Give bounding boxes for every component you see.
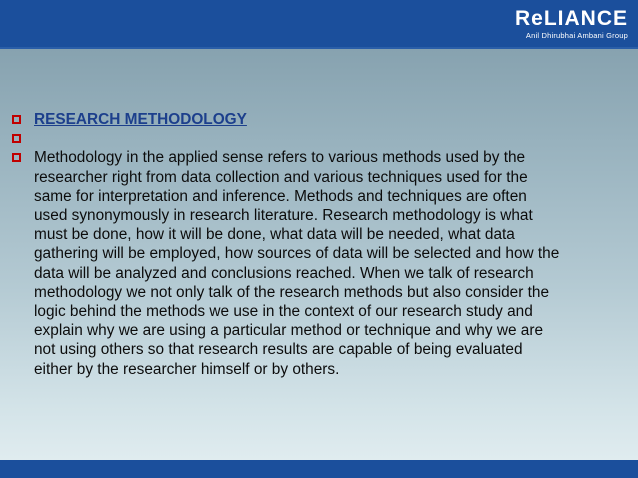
footer-bar bbox=[0, 460, 638, 478]
header-bar bbox=[0, 0, 638, 47]
slide-content bbox=[12, 110, 624, 379]
logo-subtitle: Anil Dhirubhai Ambani Group bbox=[525, 31, 628, 40]
bullet-item-heading bbox=[12, 110, 624, 129]
header-divider bbox=[0, 47, 638, 49]
body-line: data will be analyzed and conclusions reached. When we talk of research bbox=[34, 264, 534, 282]
body-line: must be done, how it will be done, what data will be needed, what data bbox=[34, 226, 515, 244]
body-line: gathering will be employed, how sources of data will be selected and how the bbox=[34, 245, 560, 263]
reliance-logo bbox=[515, 8, 628, 40]
bullet-item-body bbox=[12, 148, 624, 378]
square-bullet-icon bbox=[12, 153, 21, 162]
slide-heading: RESEARCH METHODOLOGY bbox=[34, 111, 247, 128]
body-line: same for interpretation and inference. Methods and techniques are often bbox=[34, 187, 527, 205]
body-line: Methodology in the applied sense refers to various methods used by the bbox=[34, 149, 526, 167]
body-line: either by the researcher himself or by others. bbox=[34, 360, 340, 378]
logo-wordmark: ReLIANCE bbox=[514, 7, 628, 30]
body-paragraph bbox=[34, 148, 559, 378]
body-line: explain why we are using a particular method or technique and why we are bbox=[34, 322, 544, 340]
body-line: not using others so that research results are capable of being evaluated bbox=[34, 341, 523, 359]
bullet-item-empty bbox=[12, 129, 624, 148]
body-line: researcher right from data collection and various techniques used for the bbox=[34, 168, 528, 186]
square-bullet-icon bbox=[12, 115, 21, 124]
body-line: methodology we not only talk of the research methods but also consider the bbox=[34, 283, 550, 301]
square-bullet-icon bbox=[12, 134, 21, 143]
body-line: used synonymously in research literature. Research methodology is what bbox=[34, 207, 533, 224]
body-line: logic behind the methods we use in the context of our research study and bbox=[34, 303, 533, 321]
